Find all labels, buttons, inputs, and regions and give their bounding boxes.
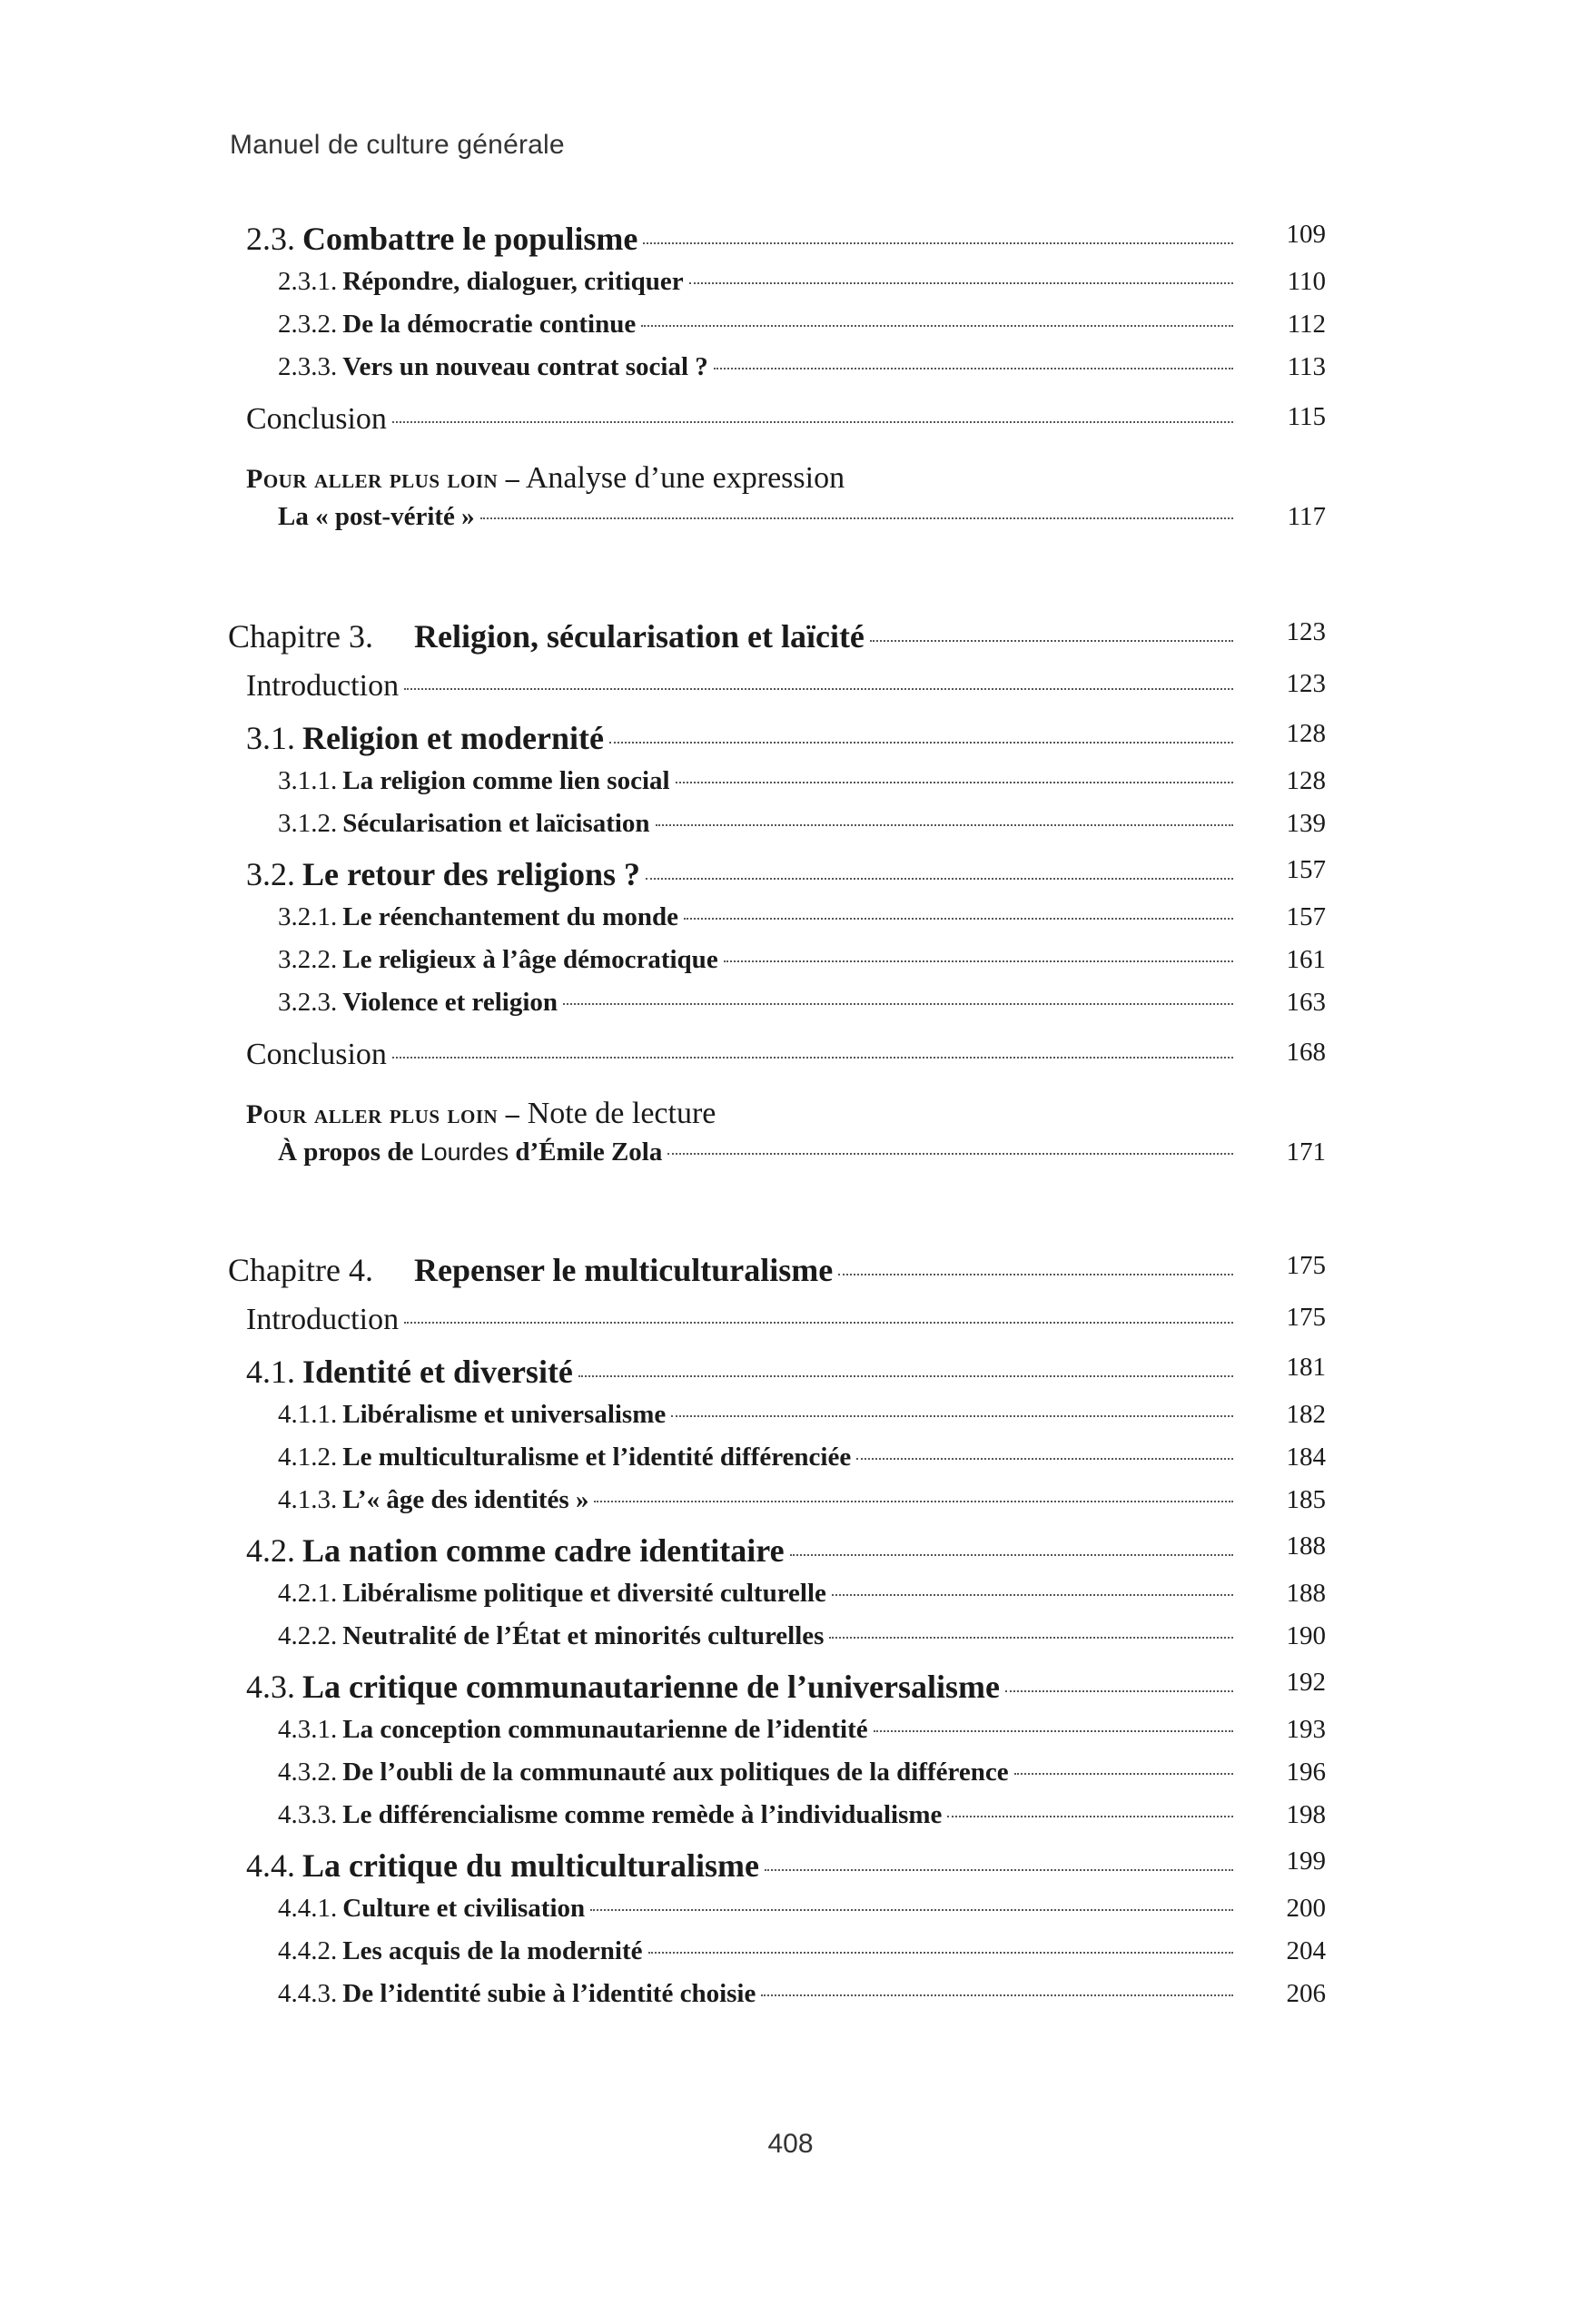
dot-leader bbox=[667, 1153, 1233, 1155]
page-number: 110 bbox=[1287, 267, 1326, 296]
entry-title: Le réenchantement du monde bbox=[342, 902, 678, 931]
entry-number: 4.3.3. bbox=[278, 1800, 338, 1829]
page-number: 123 bbox=[1286, 669, 1326, 698]
toc-entry-4-4-1[interactable] bbox=[0, 1894, 1581, 1924]
entry-work-title: Lourdes bbox=[420, 1138, 509, 1166]
toc-entry-3-2[interactable] bbox=[0, 855, 1581, 893]
page-number: 139 bbox=[1286, 809, 1326, 838]
entry-number: 3.2.2. bbox=[278, 945, 338, 974]
page-number: 109 bbox=[1286, 220, 1326, 249]
page-number: 206 bbox=[1286, 1979, 1326, 2008]
page-number: 188 bbox=[1286, 1579, 1326, 1608]
toc-entry-4-4[interactable] bbox=[0, 1846, 1581, 1885]
toc-entry-3-2-1[interactable] bbox=[0, 902, 1581, 932]
page-number: 204 bbox=[1286, 1936, 1326, 1965]
dot-leader bbox=[838, 1274, 1233, 1275]
page-number: 185 bbox=[1286, 1485, 1326, 1514]
dot-leader bbox=[641, 325, 1233, 327]
pour-aller-plus-loin-heading bbox=[246, 461, 845, 496]
toc-entry-4-3-2[interactable] bbox=[0, 1758, 1581, 1787]
dot-leader bbox=[947, 1816, 1233, 1817]
dot-leader bbox=[563, 1003, 1233, 1005]
pour-aller-plus-loin-label: Pour aller plus loin bbox=[246, 1099, 499, 1129]
entry-number: 3.2. bbox=[246, 856, 295, 892]
toc-entry-3-1-1[interactable] bbox=[0, 766, 1581, 796]
entry-number: 4.1. bbox=[246, 1354, 295, 1390]
entry-number: 3.1.2. bbox=[278, 809, 338, 838]
page-number: 113 bbox=[1287, 352, 1326, 381]
page-number: 157 bbox=[1286, 855, 1326, 884]
entry-title: Vers un nouveau contrat social ? bbox=[342, 352, 708, 381]
dot-leader bbox=[829, 1637, 1233, 1639]
dot-leader bbox=[832, 1594, 1233, 1596]
entry-title: Le différencialisme comme remède à l’individualisme bbox=[342, 1800, 943, 1829]
toc-entry-4-1[interactable] bbox=[0, 1353, 1581, 1391]
dot-leader bbox=[870, 640, 1233, 642]
dot-leader bbox=[684, 918, 1233, 920]
page-number: 117 bbox=[1287, 502, 1326, 531]
entry-number: 2.3.1. bbox=[278, 267, 338, 296]
entry-title: Le multiculturalisme et l’identité différenciée bbox=[342, 1443, 852, 1472]
toc-entry-4-2-1[interactable] bbox=[0, 1579, 1581, 1609]
toc-entry-3-1-2[interactable] bbox=[0, 809, 1581, 839]
entry-title-prefix: À propos de bbox=[278, 1137, 420, 1167]
dot-leader bbox=[874, 1730, 1233, 1732]
toc-entry-2-3-2[interactable] bbox=[0, 310, 1581, 340]
dot-leader bbox=[856, 1458, 1233, 1460]
dot-leader bbox=[404, 688, 1233, 690]
page-number: 182 bbox=[1286, 1400, 1326, 1429]
entry-number: 2.3.3. bbox=[278, 352, 338, 381]
entry-title: Conclusion bbox=[246, 402, 387, 436]
entry-number: 4.4.1. bbox=[278, 1894, 338, 1923]
entry-title: La « post-vérité » bbox=[278, 502, 475, 531]
chapter-title: Repenser le multiculturalisme bbox=[414, 1252, 834, 1288]
toc-entry-chapter4-introduction[interactable] bbox=[0, 1303, 1581, 1337]
pour-aller-plus-loin-kind: Analyse d’une expression bbox=[525, 461, 845, 495]
page-number: 112 bbox=[1287, 310, 1326, 339]
page-number: 198 bbox=[1286, 1800, 1326, 1829]
dot-leader bbox=[590, 1909, 1233, 1911]
page-number: 184 bbox=[1286, 1443, 1326, 1472]
dot-leader bbox=[578, 1375, 1233, 1377]
page-number: 188 bbox=[1286, 1531, 1326, 1561]
dot-leader bbox=[714, 368, 1233, 369]
toc-entry-chapter3-conclusion[interactable] bbox=[0, 1038, 1581, 1072]
pour-aller-plus-loin-kind: Note de lecture bbox=[527, 1097, 716, 1130]
dot-leader bbox=[761, 1994, 1233, 1996]
page-number: 199 bbox=[1286, 1846, 1326, 1876]
entry-number: 3.2.1. bbox=[278, 902, 338, 931]
dot-leader bbox=[765, 1869, 1233, 1871]
toc-entry-chapter3-introduction[interactable] bbox=[0, 669, 1581, 704]
toc-entry-chapter-4[interactable] bbox=[0, 1251, 1581, 1289]
page-number: 163 bbox=[1286, 988, 1326, 1017]
page-number: 175 bbox=[1286, 1303, 1326, 1332]
entry-number: 4.3.2. bbox=[278, 1758, 338, 1787]
toc-entry-chapter2-conclusion[interactable] bbox=[0, 402, 1581, 437]
dot-leader bbox=[646, 878, 1233, 880]
toc-entry-lourdes[interactable] bbox=[0, 1137, 1581, 1167]
page-number: 192 bbox=[1286, 1668, 1326, 1697]
toc-entry-4-3[interactable] bbox=[0, 1668, 1581, 1706]
dot-leader bbox=[609, 742, 1233, 743]
toc-entry-2-3-3[interactable] bbox=[0, 352, 1581, 382]
toc-entry-4-2-2[interactable] bbox=[0, 1621, 1581, 1651]
toc-entry-4-3-1[interactable] bbox=[0, 1715, 1581, 1745]
entry-title-suffix: d’Émile Zola bbox=[509, 1137, 663, 1167]
dot-leader bbox=[643, 242, 1233, 244]
dot-leader bbox=[404, 1322, 1233, 1324]
dot-leader bbox=[392, 421, 1233, 423]
toc-entry-2-3-1[interactable] bbox=[0, 267, 1581, 297]
entry-title: De l’identité subie à l’identité choisie bbox=[342, 1979, 756, 2008]
toc-entry-4-2[interactable] bbox=[0, 1531, 1581, 1570]
entry-title: La critique du multiculturalisme bbox=[302, 1847, 759, 1884]
dot-leader bbox=[594, 1501, 1233, 1502]
dash: – bbox=[505, 1099, 520, 1129]
page-number: 128 bbox=[1286, 719, 1326, 748]
chapter-number: Chapitre 4. bbox=[228, 1252, 373, 1288]
running-head: Manuel de culture générale bbox=[230, 130, 565, 160]
toc-entry-4-4-3[interactable] bbox=[0, 1979, 1581, 2009]
dot-leader bbox=[1014, 1773, 1233, 1775]
pour-aller-plus-loin-label: Pour aller plus loin bbox=[246, 464, 499, 494]
entry-title: La nation comme cadre identitaire bbox=[302, 1532, 785, 1569]
entry-number: 2.3.2. bbox=[278, 310, 338, 339]
dash: – bbox=[505, 464, 520, 494]
dot-leader bbox=[648, 1952, 1233, 1954]
entry-title: De l’oubli de la communauté aux politiques de la différence bbox=[342, 1758, 1009, 1787]
entry-number: 4.2. bbox=[246, 1532, 295, 1569]
page-number: 190 bbox=[1286, 1621, 1326, 1650]
dot-leader bbox=[1005, 1690, 1233, 1692]
page-number: 168 bbox=[1286, 1038, 1326, 1067]
entry-number: 4.2.1. bbox=[278, 1579, 338, 1608]
entry-title: Le religieux à l’âge démocratique bbox=[342, 945, 718, 974]
toc-entry-4-1-3[interactable] bbox=[0, 1485, 1581, 1515]
toc-entry-chapter-3[interactable] bbox=[0, 617, 1581, 655]
dot-leader bbox=[671, 1415, 1233, 1417]
entry-title: Combattre le populisme bbox=[302, 221, 638, 257]
dot-leader bbox=[656, 824, 1233, 826]
page-number: 157 bbox=[1286, 902, 1326, 931]
entry-title: Introduction bbox=[246, 669, 400, 703]
entry-title: Libéralisme politique et diversité culturelle bbox=[342, 1579, 826, 1608]
entry-title: Sécularisation et laïcisation bbox=[342, 809, 650, 838]
page-number: 123 bbox=[1286, 617, 1326, 646]
page-number: 200 bbox=[1286, 1894, 1326, 1923]
entry-title: La conception communautarienne de l’identité bbox=[342, 1715, 868, 1744]
entry-title: Libéralisme et universalisme bbox=[342, 1400, 667, 1429]
chapter-number: Chapitre 3. bbox=[228, 618, 373, 655]
page-folio: 408 bbox=[767, 2129, 814, 2159]
entry-number: 4.1.3. bbox=[278, 1485, 338, 1514]
entry-number: 3.1. bbox=[246, 720, 295, 756]
toc-entry-post-verite[interactable] bbox=[0, 502, 1581, 532]
page-number: 193 bbox=[1286, 1715, 1326, 1744]
entry-number: 4.3.1. bbox=[278, 1715, 338, 1744]
pour-aller-plus-loin-heading bbox=[246, 1097, 716, 1131]
dot-leader bbox=[480, 517, 1233, 519]
entry-number: 2.3. bbox=[246, 221, 295, 257]
entry-number: 4.4.2. bbox=[278, 1936, 338, 1965]
toc-entry-3-2-3[interactable] bbox=[0, 988, 1581, 1018]
entry-title: Introduction bbox=[246, 1303, 400, 1336]
entry-number: 4.1.2. bbox=[278, 1443, 338, 1472]
dot-leader bbox=[392, 1057, 1233, 1059]
toc-entry-4-4-2[interactable] bbox=[0, 1936, 1581, 1966]
entry-number: 4.1.1. bbox=[278, 1400, 338, 1429]
entry-title: L’« âge des identités » bbox=[342, 1485, 589, 1514]
entry-title: La religion comme lien social bbox=[342, 766, 670, 795]
toc-entry-4-1-1[interactable] bbox=[0, 1400, 1581, 1430]
page-number: 175 bbox=[1286, 1251, 1326, 1280]
entry-title: Répondre, dialoguer, critiquer bbox=[342, 267, 684, 296]
toc-entry-3-1[interactable] bbox=[0, 719, 1581, 757]
entry-title: Les acquis de la modernité bbox=[342, 1936, 643, 1965]
entry-title: Culture et civilisation bbox=[342, 1894, 586, 1923]
entry-number: 4.4. bbox=[246, 1847, 295, 1884]
page-number: 181 bbox=[1286, 1353, 1326, 1382]
entry-title: Religion et modernité bbox=[302, 720, 604, 756]
toc-entry-4-1-2[interactable] bbox=[0, 1443, 1581, 1472]
entry-title: De la démocratie continue bbox=[342, 310, 637, 339]
dot-leader bbox=[724, 960, 1233, 962]
entry-title: Violence et religion bbox=[342, 988, 558, 1017]
dot-leader bbox=[790, 1554, 1233, 1556]
page-number: 115 bbox=[1287, 402, 1326, 431]
toc-entry-2-3[interactable] bbox=[0, 220, 1581, 258]
page-number: 161 bbox=[1286, 945, 1326, 974]
dot-leader bbox=[689, 282, 1233, 284]
entry-number: 4.3. bbox=[246, 1669, 295, 1705]
toc-entry-3-2-2[interactable] bbox=[0, 945, 1581, 975]
entry-number: 3.2.3. bbox=[278, 988, 338, 1017]
entry-number: 4.2.2. bbox=[278, 1621, 338, 1650]
entry-number: 3.1.1. bbox=[278, 766, 338, 795]
entry-title: Neutralité de l’État et minorités culturelles bbox=[342, 1621, 825, 1650]
entry-title: Identité et diversité bbox=[302, 1354, 573, 1390]
entry-title: Conclusion bbox=[246, 1038, 387, 1071]
dot-leader bbox=[676, 782, 1233, 783]
entry-number: 4.4.3. bbox=[278, 1979, 338, 2008]
page-number: 196 bbox=[1286, 1758, 1326, 1787]
page-number: 171 bbox=[1286, 1137, 1326, 1167]
toc-entry-4-3-3[interactable] bbox=[0, 1800, 1581, 1830]
chapter-title: Religion, sécularisation et laïcité bbox=[414, 618, 865, 655]
page-number: 128 bbox=[1286, 766, 1326, 795]
entry-title: Le retour des religions ? bbox=[302, 856, 640, 892]
entry-title: La critique communautarienne de l’universalisme bbox=[302, 1669, 1000, 1705]
